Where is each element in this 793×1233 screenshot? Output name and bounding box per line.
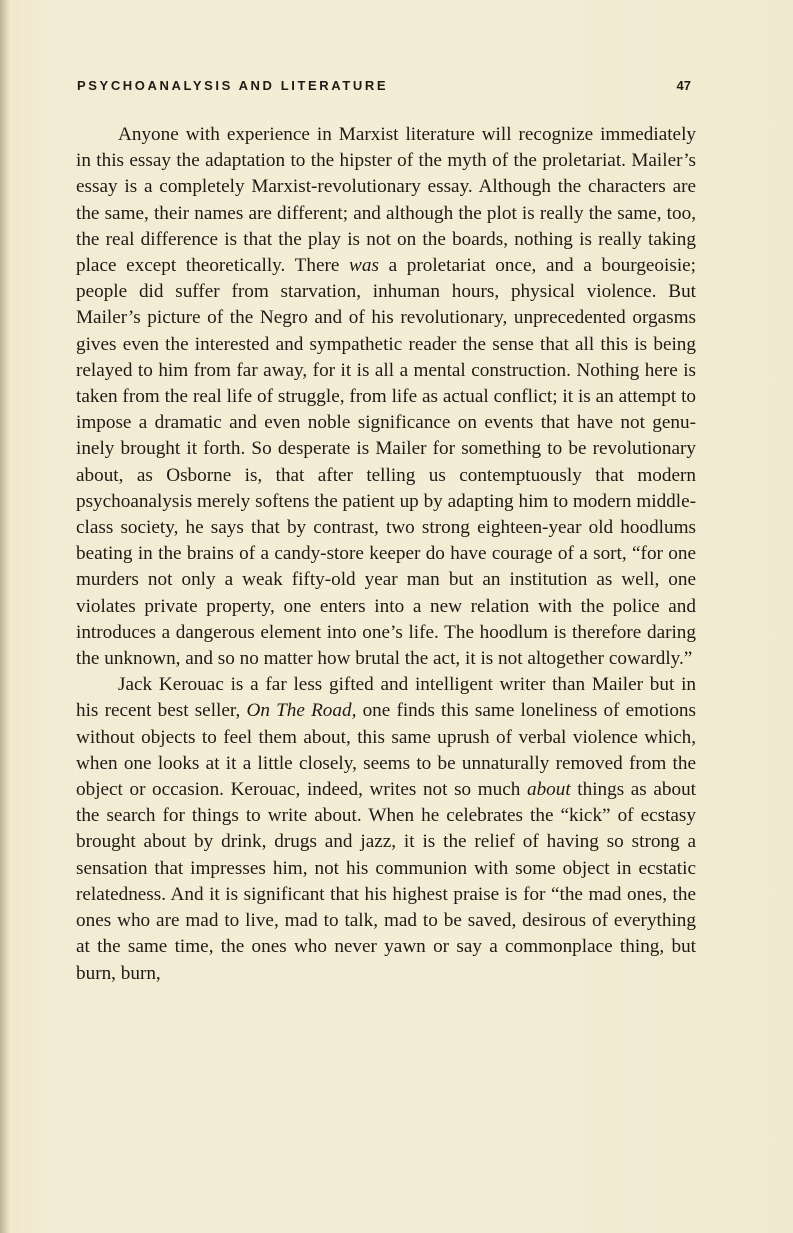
spine-shadow [0,0,10,1233]
body-text [76,122,696,987]
text-run: a proletariat once, and a bourgeoisie; people did suffer from starvation, inhuman hours, physical violence. But Mailer’s picture of the Negro and of his revolutionary, unprecedented orgasms gives even the interested and sympathetic reader the sense that all this is being relayed to him from far away, for it is all a mental construction. Nothing here is taken from the real life of struggle, from life as actual conflict; it is an attempt to impose a dramatic and even noble significance on events that have not genuinely brought it forth. So desperate is Mailer for something to be revolutionary about, as Osborne is, that after telling us contemptuously that modern psychoanalysis merely softens the patient up by adapting him to modern middle-class society, he says that by contrast, two strong eighteen-year old hoodlums beating in the brains of a candy-store keeper do have courage of a sort, “for one murders not only a weak fifty-old year man but an institution as well, one violates private property, one enters into a new relation with the police and introduces a dangerous element into one’s life. The hoodlum is therefore daring the unknown, and so no matter how brutal the act, it is not altogether cowardly.” [76,255,696,670]
paragraph-2 [76,672,696,986]
running-head: PSYCHOANALYSIS AND LITERATURE [77,78,389,93]
italic-text-run: was [349,255,379,277]
italic-text-run: On The Road, [246,700,357,722]
text-run: Anyone with experience in Marxist literature will recognize immediately in this essay the adaptation to the hipster of the myth of the proletariat. Mailer’s essay is a completely Marxist-revolutionary essay. Although the characters are the same, their names are different; and although the plot is really the same, too, the real difference is that the play is not on the boards, nothing is really taking place except theoretically. There [76,124,696,277]
page-number: 47 [676,78,691,93]
text-run: things as about the search for things to write about. When he celebrates the “kick” of ecstasy brought about by drink, drugs and jazz, it is the relief of having so strong a sensation that impresses him, not his communion with some object in ecstatic relatedness. And it is significant that his highest praise is for “the mad ones, the ones who are mad to live, mad to talk, mad to be saved, desirous of everything at the same time, the ones who never yawn or say a commonplace thing, but burn, burn, [76,779,696,984]
text-run: Jack Kerouac is a far less gifted and intelligent writer than Mailer but in his recent best seller, [76,674,696,722]
italic-text-run: about [526,779,571,801]
text-run: one finds this same loneliness of emotions without objects to feel them about, this same uprush of verbal violence which, when one looks at it a little closely, seems to be unnaturally removed from the object or occasion. Kerouac, indeed, writes not so much [76,700,696,801]
paragraph-1 [76,122,696,672]
page-header [77,78,697,102]
